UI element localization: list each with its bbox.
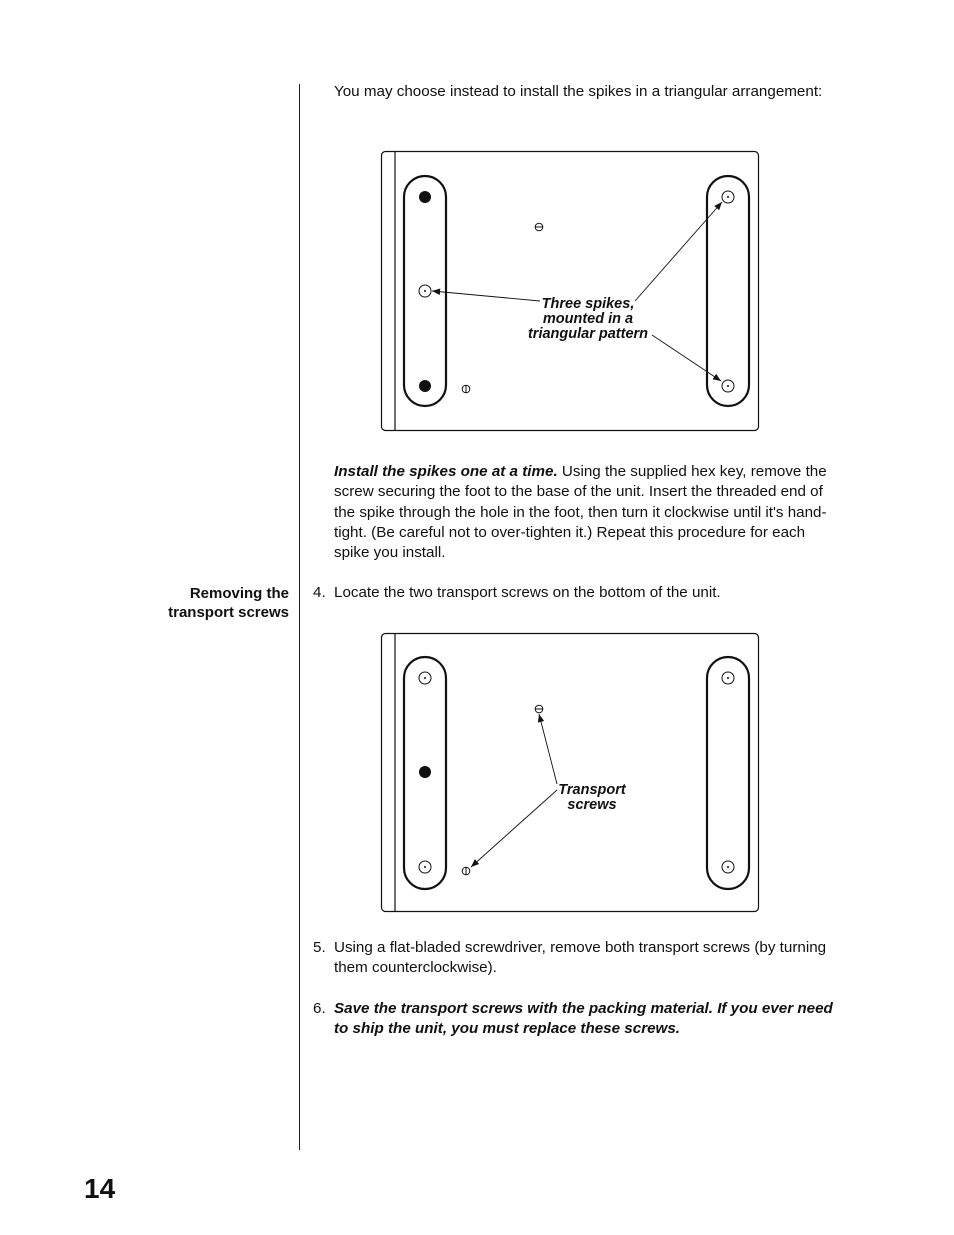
- callout-arrow: [471, 790, 557, 867]
- transport-screw-icon: [535, 223, 543, 231]
- unit-base-outline: [382, 152, 759, 431]
- spike-mount-center: [727, 866, 729, 868]
- callout-arrow: [432, 291, 540, 301]
- page-number: 14: [84, 1173, 116, 1204]
- spike-mount-center: [727, 677, 729, 679]
- step-text: Using a flat-bladed screwdriver, remove both transport screws (by turning them counterclockwise).: [334, 939, 827, 977]
- spike-mount-center: [424, 677, 426, 679]
- callout-label-line: triangular pattern: [527, 326, 649, 342]
- install-body: Using the supplied hex key, remove the screw securing the foot to the base of the unit. Insert the threaded end of the spike through the hole in the foot, then turn it clockwise until it's hand-tight. (Be careful not to over-tighten it.) Repeat this procedure for each spike you install.: [334, 463, 827, 562]
- foot-solid: [419, 380, 431, 392]
- callout-arrow: [635, 202, 722, 301]
- transport-screw-icon: [462, 867, 470, 875]
- right-foot-rail: [707, 657, 749, 889]
- intro-paragraph: You may choose instead to install the spikes in a triangular arrangement:: [334, 83, 823, 100]
- right-foot-rail: [707, 176, 749, 406]
- install-paragraph: [334, 462, 839, 563]
- step-number: 5.: [313, 939, 326, 956]
- spike-mount-center: [727, 385, 729, 387]
- foot-solid: [419, 191, 431, 203]
- spike-mount-center: [727, 196, 729, 198]
- transport-screw-icon: [535, 705, 543, 713]
- spike-mount-center: [424, 290, 426, 292]
- install-lead: Install the spikes one at a time.: [334, 463, 558, 480]
- figure-transport-screws: [380, 632, 760, 914]
- sidebar-heading-line: Removing the: [189, 585, 289, 602]
- callout-label-line: mounted in a: [542, 311, 634, 327]
- sidebar-heading-line: transport screws: [168, 604, 289, 621]
- callout-arrow: [652, 335, 721, 381]
- callout-arrow: [539, 714, 557, 784]
- callout-label-line: Three spikes,: [541, 296, 635, 312]
- figure-triangular-spikes: [380, 150, 760, 432]
- foot-solid: [419, 766, 431, 778]
- step-text: Locate the two transport screws on the bottom of the unit.: [334, 584, 721, 601]
- step-number: 6.: [313, 1000, 326, 1017]
- unit-base-outline: [382, 634, 759, 912]
- step-number: 4.: [313, 584, 326, 601]
- transport-screw-icon: [462, 385, 470, 393]
- callout-label-line: screws: [567, 797, 617, 813]
- sidebar-heading: [139, 584, 289, 622]
- spike-mount-center: [424, 866, 426, 868]
- callout-label-line: Transport: [558, 782, 626, 798]
- step-text-emphasis: Save the transport screws with the packing material. If you ever need to ship the unit, you must replace these screws.: [334, 1000, 833, 1038]
- margin-rule: [299, 84, 300, 1150]
